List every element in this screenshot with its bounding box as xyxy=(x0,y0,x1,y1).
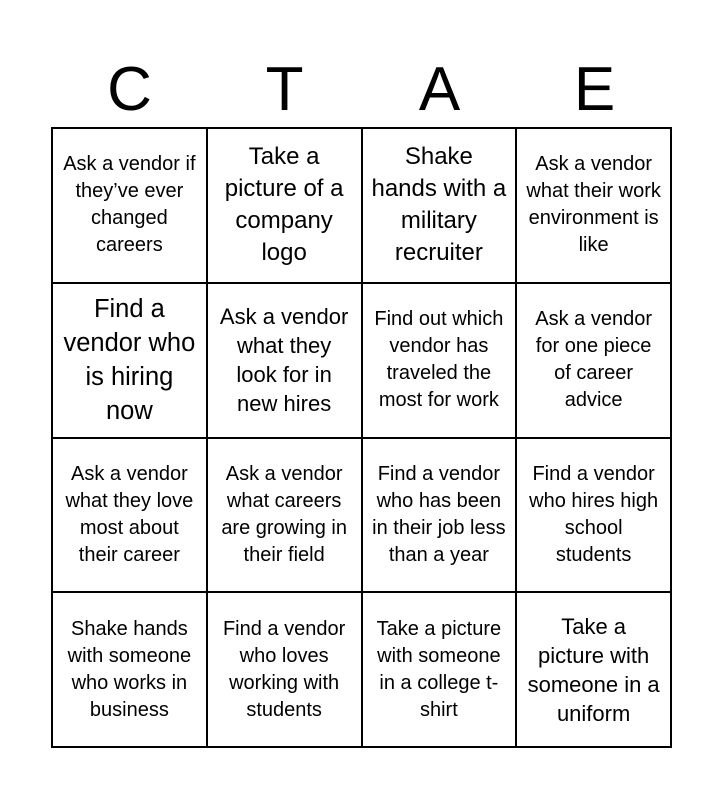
bingo-cell-r1c3[interactable] xyxy=(362,128,517,283)
bingo-cell-text: Shake hands with someone who works in business xyxy=(67,617,192,721)
bingo-cell-text: Find a vendor who is hiring now xyxy=(63,295,196,426)
bingo-cell-text: Ask a vendor what they look for in new hires xyxy=(219,304,349,417)
bingo-cell-text: Ask a vendor what their work environment is like xyxy=(526,153,661,257)
bingo-cell-text: Find a vendor who has been in their job less than a year xyxy=(372,462,506,566)
bingo-cell-r4c1[interactable] xyxy=(52,592,207,747)
bingo-cell-text: Take a picture with someone in a college t-shirt xyxy=(376,617,502,721)
bingo-cell-text: Ask a vendor if they’ve ever changed careers xyxy=(63,153,196,257)
bingo-cell-r2c3[interactable] xyxy=(362,283,517,438)
bingo-cell-r4c4[interactable] xyxy=(516,592,671,747)
bingo-cell-r4c3[interactable] xyxy=(362,592,517,747)
bingo-cell-text: Take a picture of a company logo xyxy=(224,143,344,267)
bingo-cell-text: Find out which vendor has traveled the most for work xyxy=(374,308,504,412)
bingo-cell-text: Take a picture with someone in a uniform xyxy=(527,613,660,726)
bingo-cell-text: Find a vendor who loves working with students xyxy=(222,617,346,721)
bingo-cell-r1c2[interactable] xyxy=(207,128,362,283)
bingo-cell-r1c1[interactable] xyxy=(52,128,207,283)
bingo-cell-r3c3[interactable] xyxy=(362,438,517,593)
bingo-cell-text: Ask a vendor for one piece of career advice xyxy=(535,308,652,412)
bingo-cell-r3c4[interactable] xyxy=(516,438,671,593)
bingo-cell-r4c2[interactable] xyxy=(207,592,362,747)
bingo-board xyxy=(51,127,672,748)
bingo-cell-r2c1[interactable] xyxy=(52,283,207,438)
header-letter-e: E xyxy=(573,55,616,124)
bingo-cell-text: Ask a vendor what careers are growing in their field xyxy=(221,462,347,566)
header-letter-t: T xyxy=(265,55,304,124)
bingo-cell-r2c4[interactable] xyxy=(516,283,671,438)
bingo-cell-text: Ask a vendor what they love most about their career xyxy=(65,462,194,566)
header-letter-c: C xyxy=(107,55,152,124)
header-letter-a: A xyxy=(418,55,461,124)
bingo-cell-r3c1[interactable] xyxy=(52,438,207,593)
bingo-cell-text: Shake hands with a military recruiter xyxy=(371,143,507,267)
bingo-header xyxy=(52,52,672,128)
bingo-cell-text: Find a vendor who hires high school students xyxy=(529,462,659,566)
bingo-cell-r3c2[interactable] xyxy=(207,438,362,593)
bingo-cell-r2c2[interactable] xyxy=(207,283,362,438)
bingo-cell-r1c4[interactable] xyxy=(516,128,671,283)
